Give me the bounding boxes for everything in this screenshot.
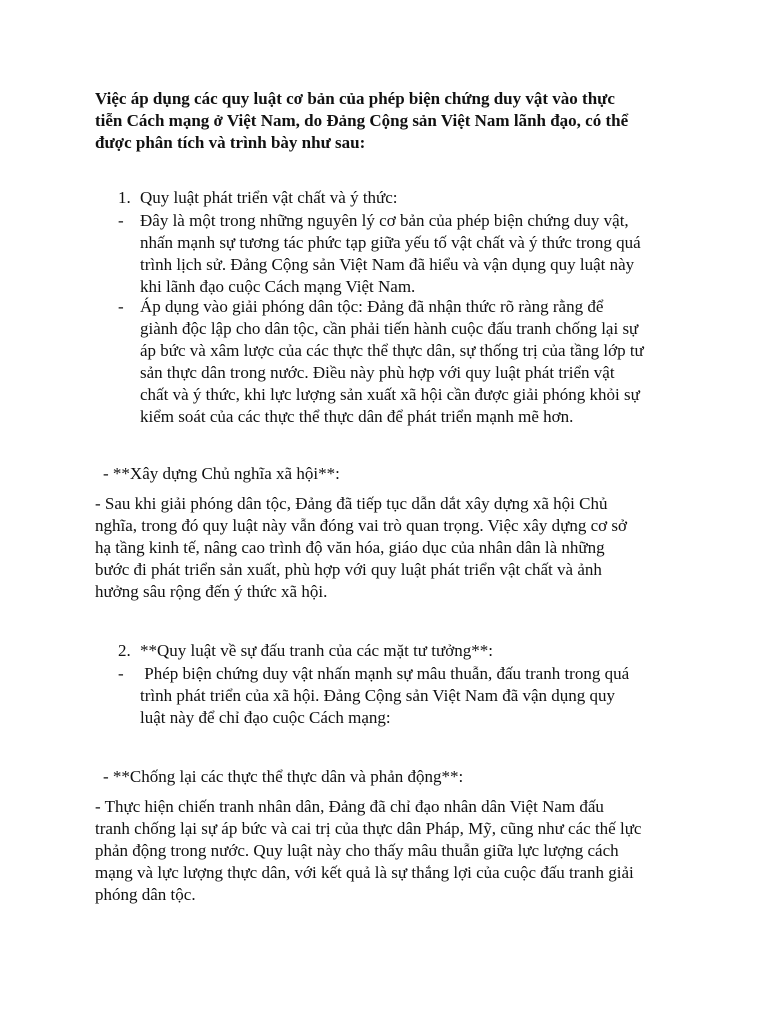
bullet-line: chất và ý thức, khi lực lượng sản xuất xã hội cần được giải phóng khỏi sự bbox=[140, 385, 640, 404]
body-paragraph bbox=[95, 493, 675, 603]
bullet-text bbox=[140, 663, 700, 729]
bullet-line: giành độc lập cho dân tộc, cần phải tiến hành cuộc đấu tranh chống lại sự bbox=[140, 319, 639, 338]
intro-line: tiễn Cách mạng ở Việt Nam, do Đảng Cộng sản Việt Nam lãnh đạo, có thể bbox=[95, 111, 629, 130]
paragraph-line: nghĩa, trong đó quy luật này vẫn đóng vai trò quan trọng. Việc xây dựng cơ sở bbox=[95, 516, 627, 535]
bullet-dash: - bbox=[118, 211, 124, 230]
sub-heading: - **Chống lại các thực thể thực dân và phản động**: bbox=[103, 767, 464, 786]
paragraph-line: hạ tầng kinh tế, nâng cao trình độ văn hóa, giáo dục của nhân dân là những bbox=[95, 538, 605, 557]
bullet-line: Phép biện chứng duy vật nhấn mạnh sự mâu thuẫn, đấu tranh trong quá bbox=[140, 664, 630, 683]
paragraph-line: - Sau khi giải phóng dân tộc, Đảng đã tiếp tục dẫn dắt xây dựng xã hội Chủ bbox=[95, 494, 608, 513]
bullet-line: nhấn mạnh sự tương tác phức tạp giữa yếu tố vật chất và ý thức trong quá bbox=[140, 233, 641, 252]
bullet-line: kiểm soát của các thực thể thực dân để phát triển mạnh mẽ hơn. bbox=[140, 407, 574, 426]
bullet-text bbox=[140, 210, 700, 298]
paragraph-line: phóng dân tộc. bbox=[95, 885, 196, 904]
sub-heading: - **Xây dựng Chủ nghĩa xã hội**: bbox=[103, 464, 340, 483]
bullet-text bbox=[140, 296, 700, 428]
intro-line: được phân tích và trình bày như sau: bbox=[95, 133, 366, 152]
paragraph-line: mạng và lực lượng thực dân, với kết quả là sự thắng lợi của cuộc đấu tranh giải bbox=[95, 863, 634, 882]
paragraph-line: bước đi phát triển sản xuất, phù hợp với quy luật phát triển vật chất và ảnh bbox=[95, 560, 602, 579]
section-number: 1. bbox=[118, 188, 131, 207]
intro-paragraph bbox=[95, 88, 695, 154]
bullet-line: Đây là một trong những nguyên lý cơ bản của phép biện chứng duy vật, bbox=[140, 211, 629, 230]
paragraph-line: phản động trong nước. Quy luật này cho thấy mâu thuẫn giữa lực lượng cách bbox=[95, 841, 619, 860]
section-number: 2. bbox=[118, 641, 131, 660]
bullet-line: áp bức và xâm lược của các thực thể thực dân, sự thống trị của tầng lớp tư bbox=[140, 341, 644, 360]
bullet-dash: - bbox=[118, 297, 124, 316]
bullet-line: sản thực dân trong nước. Điều này phù hợp với quy luật phát triển vật bbox=[140, 363, 615, 382]
bullet-line: trình phát triển của xã hội. Đảng Cộng sản Việt Nam đã vận dụng quy bbox=[140, 686, 616, 705]
section-title: **Quy luật về sự đấu tranh của các mặt tư tưởng**: bbox=[140, 641, 493, 660]
paragraph-line: hưởng sâu rộng đến ý thức xã hội. bbox=[95, 582, 328, 601]
bullet-line: Áp dụng vào giải phóng dân tộc: Đảng đã nhận thức rõ ràng rằng để bbox=[140, 297, 604, 316]
paragraph-line: tranh chống lại sự áp bức và cai trị của thực dân Pháp, Mỹ, cũng như các thế lực bbox=[95, 819, 642, 838]
bullet-line: trình lịch sử. Đảng Cộng sản Việt Nam đã hiểu và vận dụng quy luật này bbox=[140, 255, 635, 274]
intro-line: Việc áp dụng các quy luật cơ bản của phép biện chứng duy vật vào thực bbox=[95, 89, 615, 108]
bullet-line: luật này để chỉ đạo cuộc Cách mạng: bbox=[140, 708, 391, 727]
paragraph-line: - Thực hiện chiến tranh nhân dân, Đảng đã chỉ đạo nhân dân Việt Nam đấu bbox=[95, 797, 604, 816]
body-paragraph bbox=[95, 796, 675, 906]
bullet-dash: - bbox=[118, 664, 124, 683]
section-title: Quy luật phát triển vật chất và ý thức: bbox=[140, 188, 398, 207]
bullet-line: khi lãnh đạo cuộc Cách mạng Việt Nam. bbox=[140, 277, 416, 296]
